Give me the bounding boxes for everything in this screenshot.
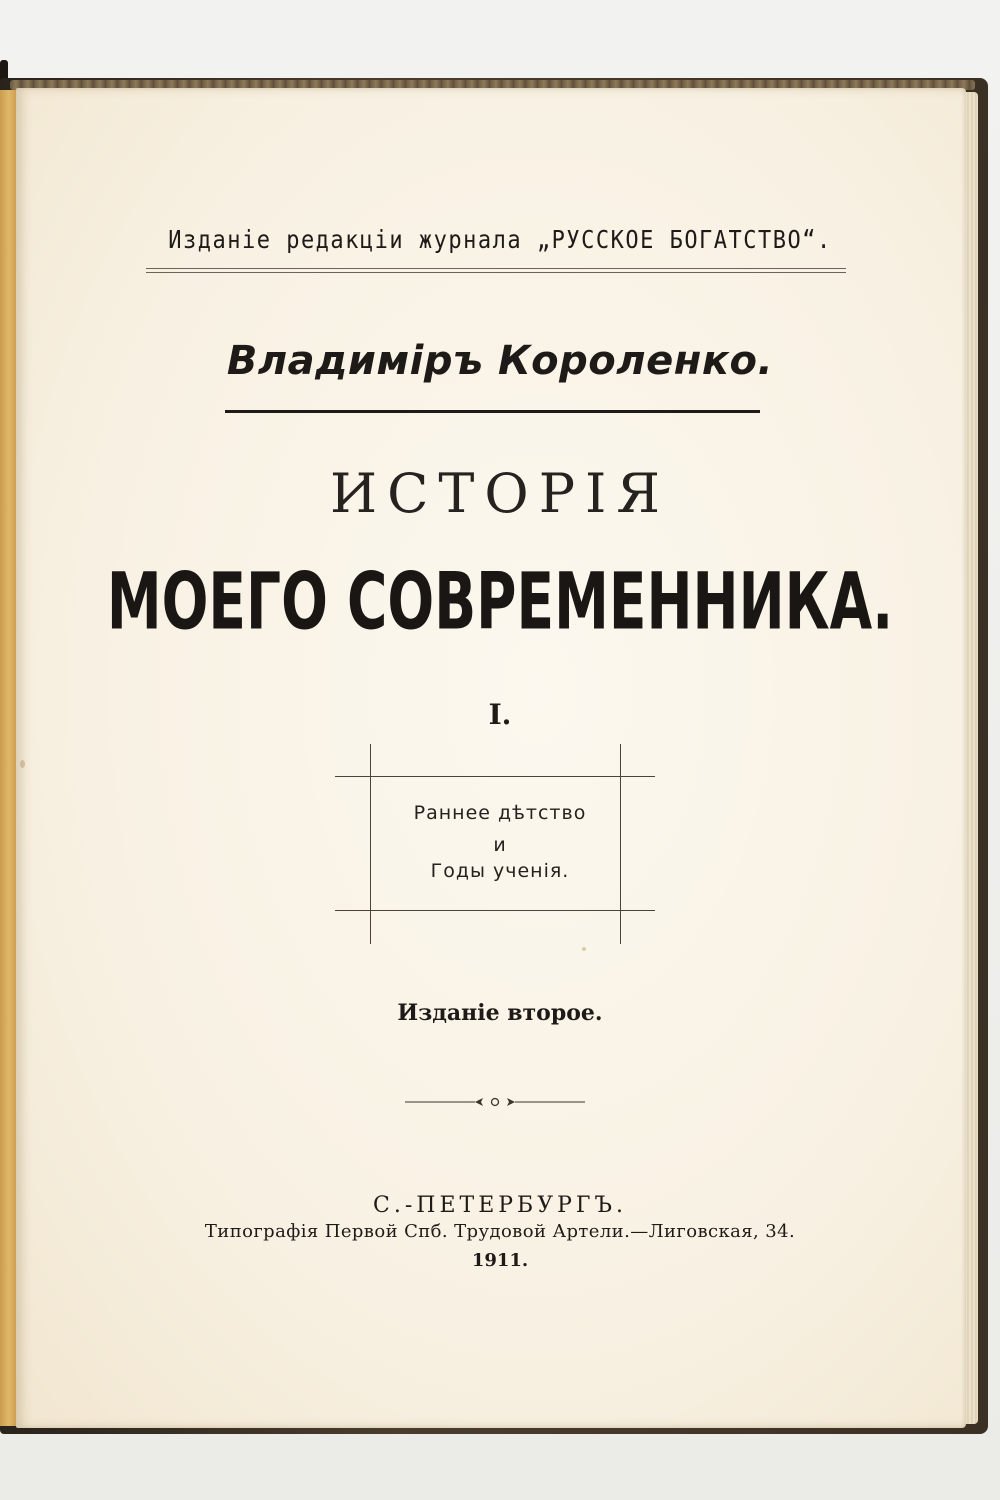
subtitle-line-3: Годы ученія. bbox=[430, 860, 570, 882]
frame-bottom-rule bbox=[335, 910, 655, 911]
foxing-spot bbox=[582, 947, 586, 951]
publisher-rule bbox=[146, 268, 846, 273]
imprint-city: С.-ПЕТЕРБУРГЪ. bbox=[373, 1193, 627, 1218]
publisher-line: Изданіе редакціи журнала „РУССКОЕ БОГАТСТВО“. bbox=[168, 226, 832, 255]
foxing-spot bbox=[20, 760, 25, 768]
imprint-year: 1911. bbox=[471, 1250, 529, 1271]
author-name: Владиміръ Короленко. bbox=[226, 338, 774, 384]
frame-top-rule bbox=[335, 776, 655, 777]
subtitle-line-1: Раннее дѣтство bbox=[413, 802, 587, 824]
imprint-printer: Типографія Первой Спб. Трудовой Артели.—Лиговская, 34. bbox=[204, 1221, 796, 1242]
title-line-2: МОЕГО СОВРЕМЕННИКА. bbox=[106, 557, 894, 649]
title-line-1: ИСТОРІЯ bbox=[330, 462, 670, 525]
author-rule bbox=[225, 410, 760, 413]
volume-number: I. bbox=[488, 698, 512, 731]
subtitle-line-2: и bbox=[493, 834, 507, 856]
edition-line: Изданіе второе. bbox=[397, 1000, 603, 1026]
ornament-divider-icon bbox=[405, 1092, 585, 1112]
